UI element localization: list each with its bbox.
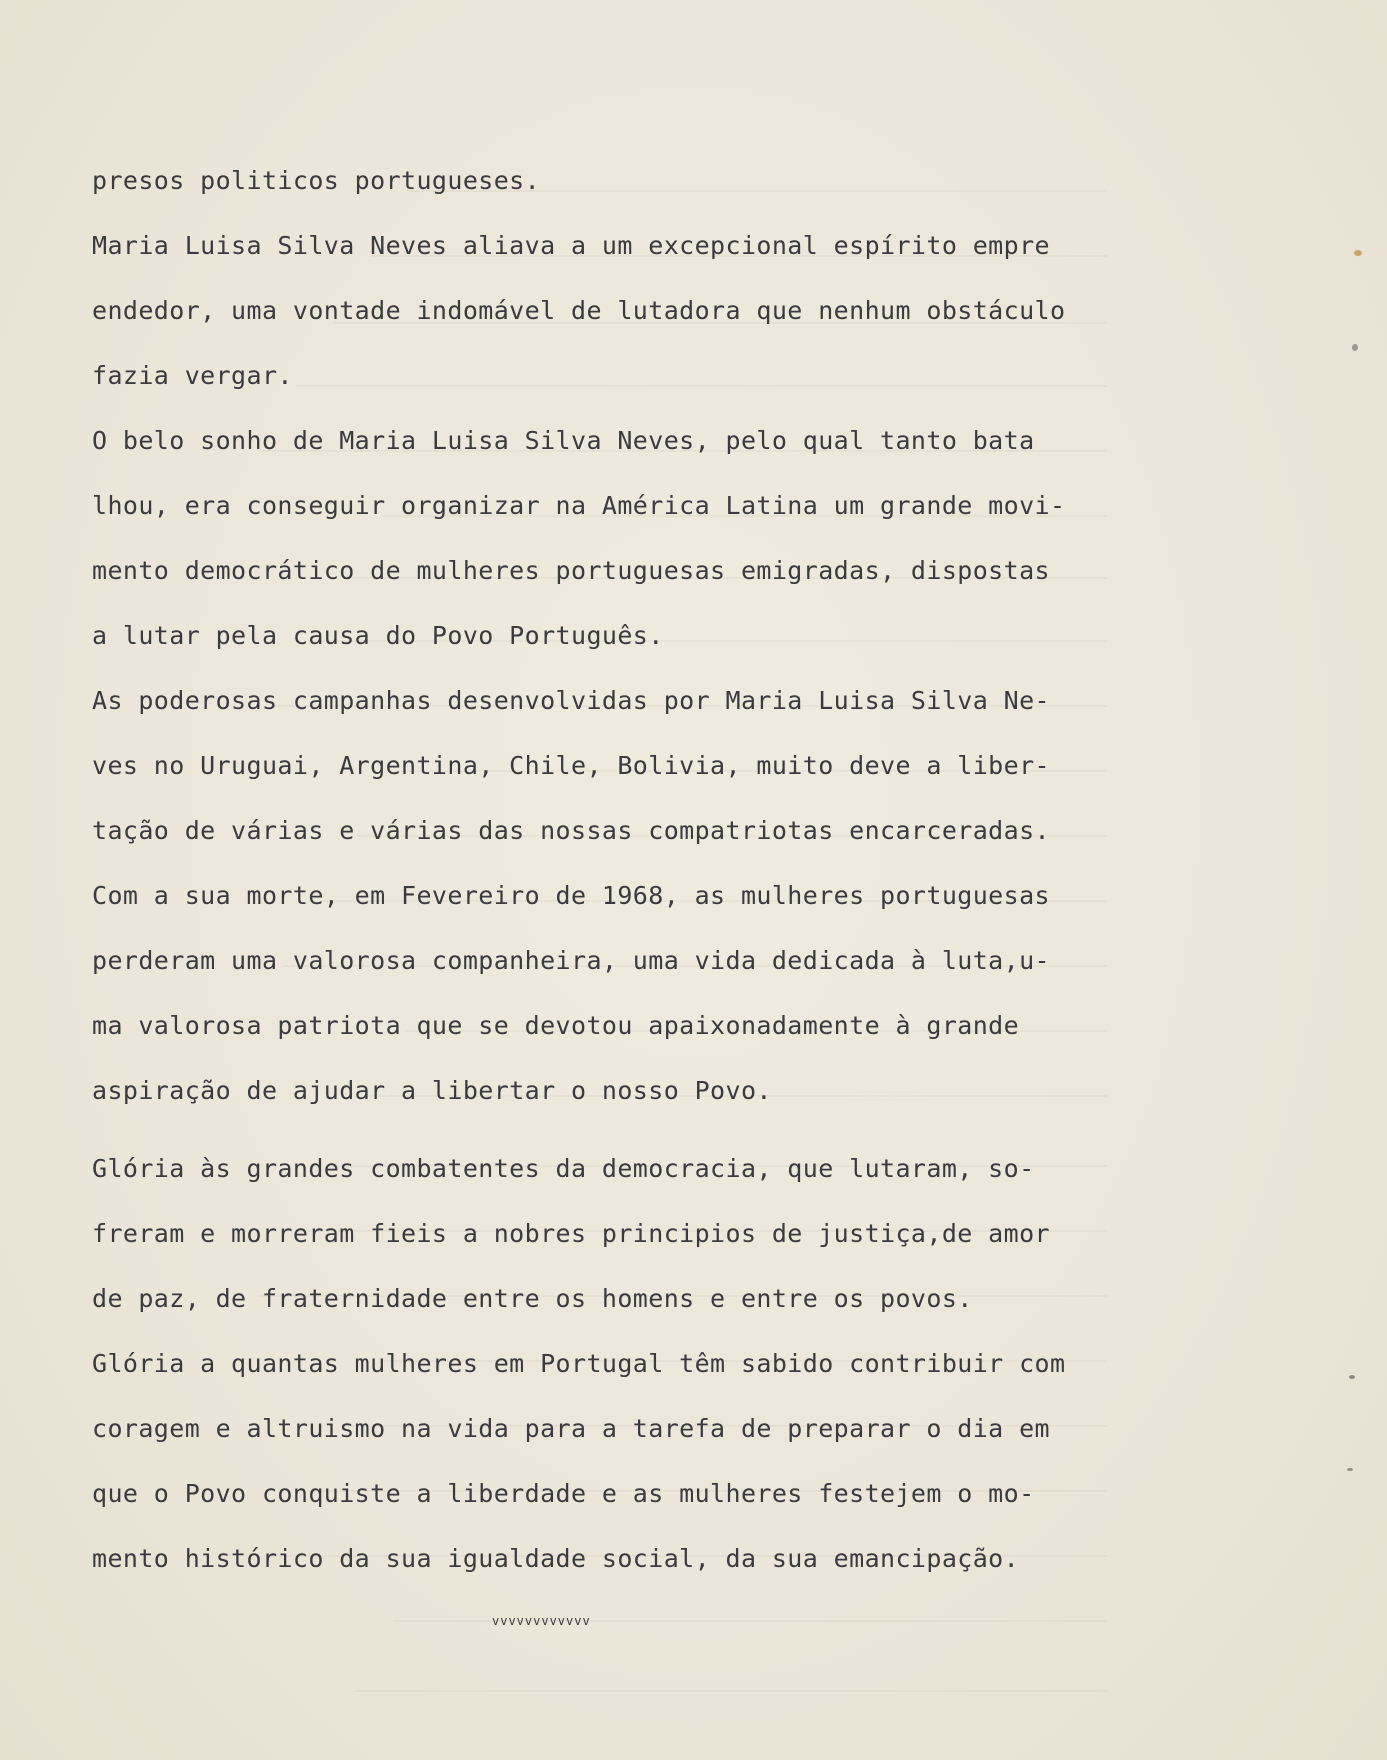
text-line: Maria Luisa Silva Neves aliava a um excepcional espírito empre (92, 231, 1050, 260)
text-line: Com a sua morte, em Fevereiro de 1968, as mulheres portuguesas (92, 881, 1050, 910)
text-line: O belo sonho de Maria Luisa Silva Neves, pelo qual tanto bata (92, 426, 1035, 455)
text-line: a lutar pela causa do Povo Português. (92, 621, 664, 650)
text-line: de paz, de fraternidade entre os homens e entre os povos. (92, 1284, 973, 1313)
text-line: lhou, era conseguir organizar na América Latina um grande movi- (92, 491, 1066, 520)
bleed-line (356, 1690, 1107, 1692)
text-line: fazia vergar. (92, 361, 293, 390)
text-line: aspiração de ajudar a libertar o nosso Povo. (92, 1076, 772, 1105)
text-line: ma valorosa patriota que se devotou apaixonadamente à grande (92, 1011, 1020, 1040)
paper-speck (1349, 1375, 1355, 1379)
text-line: freram e morreram fieis a nobres principios de justiça,de amor (92, 1219, 1050, 1248)
typed-body-text (92, 168, 1102, 1611)
text-line: endedor, uma vontade indomável de lutadora que nenhum obstáculo (92, 296, 1066, 325)
text-line: Glória às grandes combatentes da democracia, que lutaram, so- (92, 1154, 1035, 1183)
text-line: presos politicos portugueses. (92, 166, 541, 195)
text-line: perderam uma valorosa companheira, uma vida dedicada à luta,u- (92, 946, 1050, 975)
text-line: ves no Uruguai, Argentina, Chile, Bolivia, muito deve a liber- (92, 751, 1050, 780)
paper-speck (1347, 1468, 1353, 1471)
text-line: mento histórico da sua igualdade social, da sua emancipação. (92, 1544, 1020, 1573)
closing-rule: vvvvvvvvvvvv (492, 1614, 591, 1628)
text-line: As poderosas campanhas desenvolvidas por Maria Luisa Silva Ne- (92, 686, 1050, 715)
text-line: mento democrático de mulheres portuguesas emigradas, dispostas (92, 556, 1050, 585)
text-line: coragem e altruismo na vida para a tarefa de preparar o dia em (92, 1414, 1050, 1443)
paper-speck (1352, 344, 1358, 351)
text-line: que o Povo conquiste a liberdade e as mulheres festejem o mo- (92, 1479, 1035, 1508)
paper-speck (1354, 250, 1362, 256)
text-line: tação de várias e várias das nossas compatriotas encarceradas. (92, 816, 1050, 845)
text-line: Glória a quantas mulheres em Portugal têm sabido contribuir com (92, 1349, 1066, 1378)
